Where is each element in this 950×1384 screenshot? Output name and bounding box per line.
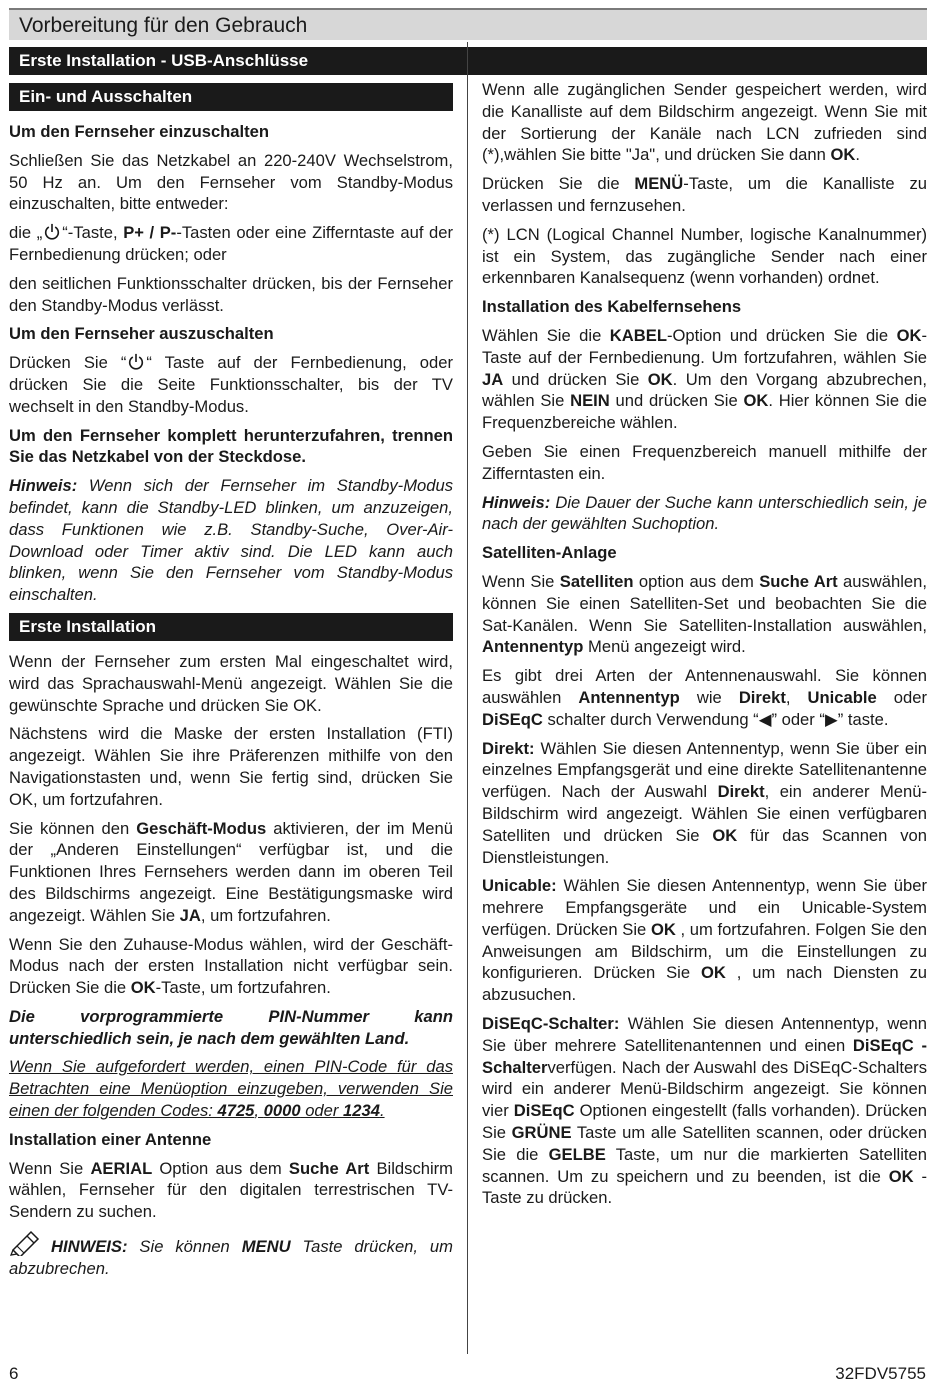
column-divider (467, 42, 468, 1354)
section-bar-first-installation: Erste Installation (9, 613, 453, 641)
paragraph: Sie können den Geschäft-Modus aktivieren, der im Menü der „Anderen Einstellungen“ verfügbar ist, und die Funktionen Ihres Fernsehers werden dann im oberen Teil des Bildschirms angezeigt. Eine Bestätigungsmaske wird angezeigt. Wählen Sie JA, um fortzufahren. (9, 818, 453, 925)
note-paragraph: Hinweis: Die Dauer der Suche kann unterschiedlich sein, je nach der gewählten Suchoption. (482, 492, 927, 534)
page-header (9, 8, 927, 40)
page-title: Vorbereitung für den Gebrauch (19, 14, 308, 37)
heading-satellite: Satelliten-Anlage (482, 543, 617, 563)
paragraph: die „ “-Taste, P+ / P--Tasten oder eine Zifferntaste auf der Fernbedienung drücken; oder (9, 223, 454, 264)
paragraph: DiSEqC-Schalter: Wählen Sie diesen Antennentyp, wenn Sie über mehrere Satellitenantennen und einen DiSEqC -Schalterverfügen. Nach der Auswahl des DiSEqC-Schalters wird ein anderer Menü-Bildschirm angezeigt. Sie können vier DiSEqC Optionen eingestellt (falls vorhanden). Drücken Sie GRÜNE Taste um alle Satelliten scannen, oder drücken Sie die GELBE Taste, um nur die markierten Satelliten scannen. Um zu speichern und zu beenden, ist die OK -Taste zu drücken. (482, 1014, 927, 1208)
left-arrow-icon: ◀ (758, 709, 772, 729)
left-column (9, 83, 453, 1287)
paragraph-bold: Um den Fernseher komplett herunterzufahren, trennen Sie das Netzkabel von der Steckdose. (9, 425, 453, 467)
pin-codes-paragraph: Wenn Sie aufgefordert werden, einen PIN-Code für das Betrachten eine Menüoption einzugeben, verwenden Sie einen der folgenden Codes: 4725, 0000 oder 1234. (9, 1057, 453, 1121)
paragraph: Wenn Sie den Zuhause-Modus wählen, wird der Geschäft-Modus nach der ersten Installation nicht verfügbar sein. Drücken Sie die OK-Taste, um fortzufahren. (9, 934, 453, 998)
paragraph: den seitlichen Funktionsschalter drücken, bis der Fernseher den Standby-Modus verlässt. (9, 273, 453, 315)
paragraph: Wählen Sie die KABEL-Option und drücken Sie die OK-Taste auf der Fernbedienung. Um fortzufahren, wählen Sie JA und drücken Sie OK. Um den Vorgang abzubrechen, wählen Sie NEIN und drücken Sie OK. Hier können Sie die Frequenzbereiche wählen. (482, 325, 927, 433)
power-icon (127, 353, 145, 371)
paragraph: Wenn der Fernseher zum ersten Mal eingeschaltet wird, wird das Sprachauswahl-Menü angezeigt. Wählen Sie die gewünschte Sprache und drücken Sie OK. (9, 651, 453, 715)
hinweis-note: HINWEIS: Sie können MENU Taste drücken, um abzubrechen. (9, 1230, 453, 1280)
heading-switch-on: Um den Fernseher einzuschalten (9, 122, 270, 141)
pencil-note-icon (9, 1230, 43, 1256)
right-column (482, 79, 927, 1216)
paragraph: Geben Sie einen Frequenzbereich manuell mithilfe der Zifferntasten ein. (482, 441, 927, 483)
paragraph: Wenn alle zugänglichen Sender gespeichert werden, wird die Kanalliste auf dem Bildschirm angezeigt. Wenn Sie mit der Sortierung der Kanäle nach LCN zufrieden sind (*),wählen Sie bitte "Ja", und drücken Sie dann OK. (482, 80, 927, 165)
paragraph: Schließen Sie das Netzkabel an 220-240V Wechselstrom, 50 Hz an. Um den Fernseher vom Standby-Modus einzuschalten, bitte entweder: (9, 150, 453, 214)
note-paragraph: Hinweis: Wenn sich der Fernseher im Standby-Modus befindet, kann die Standby-LED blinken, um anzuzeigen, dass Funktionen wie z.B. Standby-Suche, Over-Air-Download oder Timer aktiv sind. Die LED kann auch blinken, wenn Sie den Fernseher vom Standby-Modus einschalten. (9, 476, 453, 605)
power-icon (43, 223, 61, 241)
section-bar-usb: Erste Installation - USB-Anschlüsse (9, 47, 927, 75)
page-number: 6 (9, 1364, 19, 1383)
heading-antenna: Installation einer Antenne (9, 1129, 212, 1149)
paragraph: Direkt: Wählen Sie diesen Antennentyp, wenn Sie über ein einzelnes Empfangsgerät und eine direkte Satellitenantenne verfügen. Nach der Auswahl Direkt, ein anderer Menü-Bildschirm wird angezeigt. Wählen Sie einen verfügbaren Satelliten und drücken Sie OK für das Scannen von Dienstleistungen. (482, 738, 927, 867)
paragraph: Drücken Sie “ “ Taste auf der Fernbedienung, oder drücken Sie die Seite Funktionsschalter, bis der TV wechselt in den Standby-Modus. (9, 353, 453, 416)
section-bar-power: Ein- und Ausschalten (9, 83, 453, 111)
heading-cable: Installation des Kabelfernsehens (482, 297, 742, 317)
paragraph: Es gibt drei Arten der Antennenauswahl. Sie können auswählen Antennentyp wie Direkt, Unicable oder DiSEqC schalter durch Verwendung “◀” oder “▶” taste. (482, 666, 927, 729)
pin-note: Die vorprogrammierte PIN-Nummer kann unterschiedlich sein, je nach dem gewählten Land. (9, 1006, 453, 1048)
heading-switch-off: Um den Fernseher auszuschalten (9, 324, 274, 344)
right-arrow-icon: ▶ (824, 709, 838, 729)
paragraph: Wenn Sie Satelliten option aus dem Suche Art auswählen, können Sie einen Satelliten-Set und beobachten Sie die Sat-Kanälen. Wenn Sie Satelliten-Installation auswählen, Antennentyp Menü angezeigt wird. (482, 571, 928, 657)
paragraph: Nächstens wird die Maske der ersten Installation (FTI) angezeigt. Wählen Sie ihre Präferenzen mithilfe von den Navigationstasten und, wenn Sie fertig sind, drücken Sie OK, um fortzufahren. (9, 724, 453, 809)
paragraph: Drücken Sie die MENÜ-Taste, um die Kanalliste zu verlassen und fernzusehen. (482, 174, 927, 215)
paragraph: Wenn Sie AERIAL Option aus dem Suche Art Bildschirm wählen, Fernseher für den digitalen terrestrischen TV-Sendern zu suchen. (9, 1158, 454, 1222)
paragraph: (*) LCN (Logical Channel Number, logische Kanalnummer) ist ein System, das zugängliche Sender nach einer erkennbaren Kanalsequenz (wenn vorhanden) ordnet. (482, 224, 927, 288)
paragraph: Unicable: Wählen Sie diesen Antennentyp, wenn Sie über mehrere Empfangsgeräte und ein Unicable-System verfügen. Drücken Sie OK , um fortzufahren. Folgen Sie den Anweisungen am Bildschirm, um die Einstellungen zu konfigurieren. Drücken Sie OK , um nach Diensten zu abzusuchen. (482, 876, 927, 1005)
model-number: 32FDV5755 (835, 1364, 926, 1383)
